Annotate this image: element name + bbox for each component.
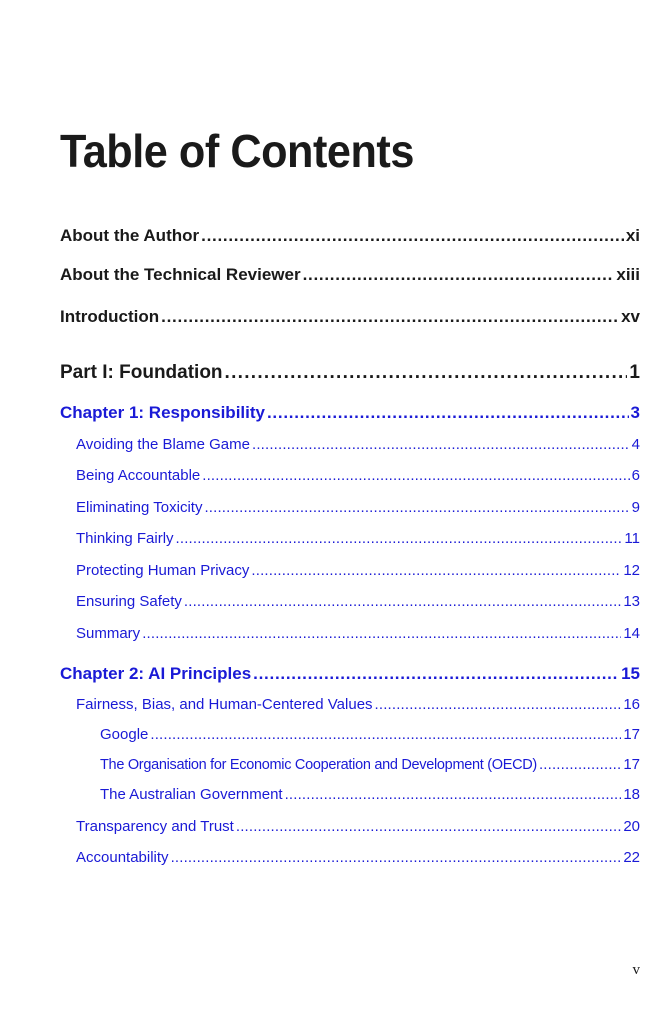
toc-entry-label: Transparency and Trust xyxy=(76,818,234,835)
toc-entry-page: 6 xyxy=(631,467,640,484)
dot-leader xyxy=(171,849,622,866)
toc-entry-label: About the Technical Reviewer xyxy=(60,265,301,284)
toc-entry-label: Google xyxy=(100,726,149,743)
toc-entry-page: 4 xyxy=(631,436,640,453)
toc-entry-label: Thinking Fairly xyxy=(76,530,174,547)
toc-entry-label: The Organisation for Economic Cooperation and Development (OECD) xyxy=(100,757,537,773)
toc-entry-label: Protecting Human Privacy xyxy=(76,562,250,579)
toc-entry-chapter-1[interactable] xyxy=(60,403,640,423)
toc-entry-page: 3 xyxy=(630,403,640,422)
toc-entry-page: xv xyxy=(621,307,640,326)
toc-entry-section[interactable] xyxy=(76,499,640,516)
page-number: v xyxy=(632,962,640,978)
toc-entry-section[interactable] xyxy=(76,530,640,547)
toc-entry-label: Eliminating Toxicity xyxy=(76,499,203,516)
toc-entry-page: 11 xyxy=(624,530,640,547)
toc-entry-part-1[interactable] xyxy=(60,362,640,384)
dot-leader xyxy=(201,226,624,246)
dot-leader xyxy=(375,696,622,713)
toc-entry-label: Chapter 1: Responsibility xyxy=(60,403,265,422)
toc-entry-label: Introduction xyxy=(60,307,160,326)
toc-entry-page: 17 xyxy=(623,726,640,743)
toc-entry-page: 22 xyxy=(623,849,640,866)
toc-entry-section[interactable] xyxy=(76,436,640,453)
toc-entry-label: The Australian Government xyxy=(100,786,283,803)
dot-leader xyxy=(150,726,621,743)
toc-entry-section[interactable] xyxy=(76,625,640,642)
toc-entry-section[interactable] xyxy=(76,593,640,610)
dot-leader xyxy=(539,756,621,773)
dot-leader xyxy=(251,562,621,579)
toc-entry-label: Summary xyxy=(76,625,141,642)
toc-entry-subsection[interactable] xyxy=(100,786,640,803)
toc-entry-page: xi xyxy=(625,226,640,245)
toc-entry-label: Chapter 2: AI Principles xyxy=(60,664,252,683)
toc-entry-page: 16 xyxy=(623,696,640,713)
toc-entry-chapter-2[interactable] xyxy=(60,664,640,684)
toc-entry-about-author[interactable] xyxy=(60,226,640,246)
toc-entry-page: 18 xyxy=(623,786,640,803)
toc-entry-section[interactable] xyxy=(76,818,640,835)
dot-leader xyxy=(161,307,619,327)
toc-entry-subsection[interactable] xyxy=(100,756,640,773)
toc-entry-page: 14 xyxy=(623,625,640,642)
toc-entry-page: xiii xyxy=(616,265,640,284)
toc-entry-section[interactable] xyxy=(76,849,640,866)
page-title: Table of Contents xyxy=(60,125,414,177)
toc-entry-page: 20 xyxy=(623,818,640,835)
dot-leader xyxy=(303,265,615,285)
toc-entry-page: 17 xyxy=(623,756,640,773)
toc-entry-subsection[interactable] xyxy=(100,726,640,743)
dot-leader xyxy=(285,786,622,803)
toc-entry-about-reviewer[interactable] xyxy=(60,265,640,285)
dot-leader xyxy=(253,664,619,684)
toc-entry-page: 13 xyxy=(623,593,640,610)
toc-entry-label: Fairness, Bias, and Human-Centered Values xyxy=(76,696,373,713)
toc-entry-label: Ensuring Safety xyxy=(76,593,182,610)
toc-entry-page: 9 xyxy=(631,499,640,516)
toc-entry-label: Avoiding the Blame Game xyxy=(76,436,250,453)
dot-leader xyxy=(184,593,621,610)
dot-leader xyxy=(202,467,629,484)
toc-entry-section[interactable] xyxy=(76,467,640,484)
toc-entry-section[interactable] xyxy=(76,562,640,579)
toc-entry-label: About the Author xyxy=(60,226,200,245)
dot-leader xyxy=(252,436,630,453)
toc-entry-page: 15 xyxy=(621,664,640,683)
toc-entry-page: 12 xyxy=(623,562,640,579)
toc-entry-page: 1 xyxy=(629,362,640,383)
dot-leader xyxy=(236,818,621,835)
toc-entry-section[interactable] xyxy=(76,696,640,713)
dot-leader xyxy=(267,403,629,423)
dot-leader xyxy=(176,530,623,547)
toc-entry-introduction[interactable] xyxy=(60,307,640,327)
dot-leader xyxy=(204,499,629,516)
toc-entry-label: Being Accountable xyxy=(76,467,201,484)
toc-entry-label: Part I: Foundation xyxy=(60,362,223,383)
dot-leader xyxy=(142,625,621,642)
toc-entry-label: Accountability xyxy=(76,849,169,866)
dot-leader xyxy=(225,362,628,384)
